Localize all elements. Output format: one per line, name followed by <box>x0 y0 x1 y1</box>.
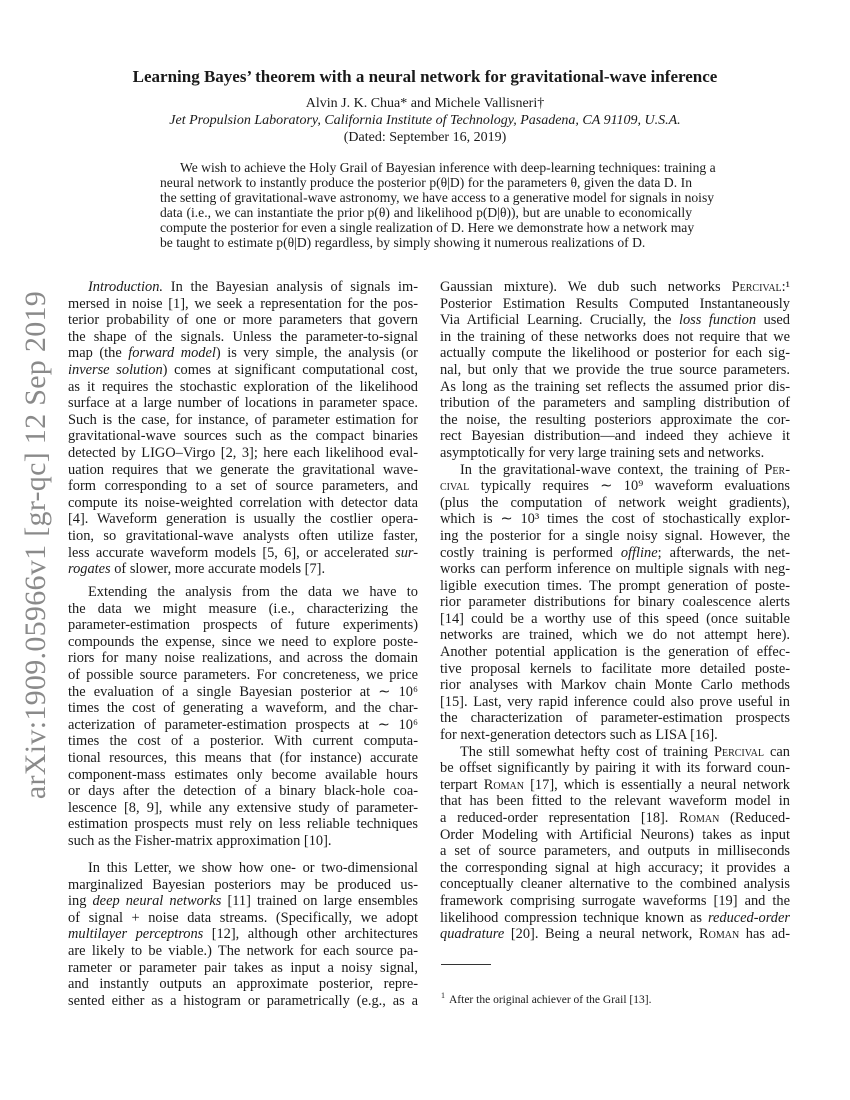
text-line: rior parameter distributions for binary coalescence alerts <box>440 594 790 611</box>
text-line <box>68 362 418 379</box>
text-line: of signal + noise data streams. (Specifically, we adopt <box>68 909 418 926</box>
text-segment: ing <box>68 893 93 910</box>
text-line <box>68 545 418 562</box>
italic-text: multilayer perceptrons <box>68 926 204 943</box>
text-line <box>440 462 790 479</box>
text-segment: :¹ <box>781 279 790 295</box>
text-line: rior analyses with Markov chain Monte Carlo methods <box>440 677 790 694</box>
text-segment: [17], which is essentially a neural network <box>523 776 790 793</box>
text-segment: costly training is performed <box>440 544 621 561</box>
text-line: the setting of gravitational-wave astronomy, we have access to a generative model for signals in noisy <box>160 190 715 205</box>
text-line: tion, so gravitational-wave analysts often utilize faster, <box>68 527 418 544</box>
text-line: times the cost of generating a waveform, and the char- <box>68 700 418 717</box>
text-line: ing the posterior for a single noisy signal. However, the <box>440 527 790 544</box>
small-caps-text: cival <box>440 478 470 495</box>
text-line: times the cost of a posterior. With current computa- <box>68 733 418 750</box>
text-line: a set of source parameters, and outputs in milliseconds <box>440 843 790 860</box>
italic-text: loss function <box>678 312 757 329</box>
text-line: works can perform inference on multiple signals with neg- <box>440 561 790 578</box>
small-caps-text: Percival <box>713 743 764 760</box>
text-line <box>440 478 790 495</box>
text-line: and instantly outputs an approximate posterior, repre- <box>68 976 418 993</box>
small-caps-text: Roman <box>483 776 524 793</box>
text-line <box>68 893 418 910</box>
text-line: in the training of these networks does not require that we <box>440 328 790 345</box>
authors: Alvin J. K. Chua* and Michele Vallisneri† <box>305 96 545 111</box>
text-segment: typically requires ∼ 10⁹ waveform evaluations <box>469 478 790 495</box>
text-line: estimation prospects must rely on less reliable techniques <box>68 816 418 833</box>
text-line: uation requires that we generate the gravitational wave- <box>68 461 418 478</box>
paragraph <box>68 584 418 850</box>
paragraph-introduction <box>68 279 418 578</box>
paragraph <box>440 279 790 462</box>
text-line: the characterization of parameter-estimation prospects <box>440 710 790 727</box>
text-line: that has been fitted to the relevant waveform model in <box>440 793 790 810</box>
text-line: the evaluation of a single Bayesian posterior at ∼ 10⁶ <box>68 683 418 700</box>
text-line: riors for many noise realizations, and across the domain <box>68 650 418 667</box>
italic-text: Introduction. <box>88 279 164 295</box>
text-line: or days after the detection of a binary black-hole coa- <box>68 783 418 800</box>
arxiv-stamp: arXiv:1909.05966v1 [gr-qc] 12 Sep 2019 <box>19 290 52 800</box>
text-segment: less accurate waveform models [5, 6], or accelerated <box>68 544 396 561</box>
text-line: marginalized Bayesian posteriors may be produced us- <box>68 876 418 893</box>
text-line: Order Modeling with Artificial Neurons) takes as input <box>440 826 790 843</box>
text-line: [14] could be a worthy use of this speed (once suitable <box>440 610 790 627</box>
footnote-text: After the original achiever of the Grail [13]. <box>449 993 652 1006</box>
text-segment: The still somewhat hefty cost of training <box>460 743 714 760</box>
text-line: rect Bayesian distribution—and indeed they achieve it <box>440 428 790 445</box>
text-line: terior probability of one or more parameters that govern <box>68 312 418 329</box>
text-segment: (Reduced- <box>719 810 790 826</box>
text-line: detected by LIGO–Virgo [2, 3]; here each likelihood eval- <box>68 444 418 461</box>
text-segment: Via Artificial Learning. Crucially, the <box>440 312 679 329</box>
text-line: Extending the analysis from the data we have to <box>88 584 418 600</box>
footnote-divider <box>441 964 491 965</box>
text-segment: of slower, more accurate models [7]. <box>110 561 326 578</box>
text-segment: a reduced-order representation [18]. <box>440 810 680 826</box>
text-line: compute the posterior for even a single realization of D. Here we demonstrate how a network may <box>160 220 695 235</box>
text-line: be offset significantly by pairing it with its forward coun- <box>440 760 790 777</box>
abstract <box>160 160 716 250</box>
text-line: which is ∼ 10³ times the cost of stochastically explor- <box>440 511 790 528</box>
small-caps-text: Roman <box>679 810 720 826</box>
paragraph <box>440 462 790 744</box>
text-line <box>440 545 790 562</box>
paragraph <box>68 860 418 1009</box>
text-line: the corresponding signal at high accuracy; it provides a <box>440 859 790 876</box>
text-line <box>68 561 418 578</box>
text-line: [15]. Last, very rapid inference could also prove useful in <box>440 693 790 710</box>
text-line: neural network to instantly produce the posterior p(θ|D) for the parameters θ, given the data D. In <box>160 175 692 190</box>
text-segment: has ad- <box>739 926 790 943</box>
text-line: compounds the expense, since we need to explore poste- <box>68 633 418 650</box>
text-segment: likelihood compression technique known as <box>440 909 708 926</box>
text-segment: [20]. Being a neural network, <box>504 926 700 943</box>
small-caps-text: Percival <box>731 279 782 295</box>
text-line: As long as the training set reflects the assumed prior dis- <box>440 378 790 395</box>
text-line: as it requires the stochastic exploration of the likelihood <box>68 378 418 395</box>
affiliation: Jet Propulsion Laboratory, California Institute of Technology, Pasadena, CA 91109, U.S.A. <box>169 113 681 128</box>
text-line: tional resources, this means that (for instance) accurate <box>68 749 418 766</box>
italic-text: reduced-order <box>707 909 790 926</box>
italic-text: quadrature <box>440 926 505 943</box>
text-line <box>440 777 790 794</box>
text-line: nal, but only that we provide the true source parameters. <box>440 361 790 378</box>
text-line: mersed in noise [1], we seek a representation for the pos- <box>68 295 418 312</box>
text-line: for next-generation detectors such as LISA [16]. <box>440 727 718 744</box>
text-line <box>440 279 790 296</box>
text-line: In this Letter, we show how one- or two-dimensional <box>88 860 418 876</box>
text-line: tribution of the parameters and sampling distribution of <box>440 395 790 412</box>
text-line: the shape of the signals. Unless the parameter-to-signal <box>68 328 418 345</box>
italic-text: offline <box>620 544 658 561</box>
text-segment: Gaussian mixture). We dub such networks <box>440 279 732 295</box>
italic-text: inverse solution <box>68 361 163 378</box>
text-segment: ) is very simple, the analysis (or <box>215 345 418 362</box>
text-line: conceptually cleaner alternative to the combined analysis <box>440 876 790 893</box>
text-line: form corresponding to a set of source parameters, and <box>68 478 418 495</box>
text-line: sented either as a histogram or parametrically (e.g., as a <box>68 992 418 1009</box>
text-line: We wish to achieve the Holy Grail of Bayesian inference with deep-learning techniques: training a <box>180 160 716 175</box>
paragraph <box>440 744 790 943</box>
text-line: tive proposal kernels to facilitate more detailed poste- <box>440 660 790 677</box>
text-segment: used <box>756 312 790 329</box>
text-line: Such is the case, for instance, of parameter estimation for <box>68 411 418 428</box>
right-column <box>440 279 790 943</box>
text-line <box>440 744 790 761</box>
text-line <box>440 926 790 943</box>
text-line: such as the Fisher-matrix approximation [10]. <box>68 832 332 849</box>
text-segment: [12], although other architectures <box>203 926 419 943</box>
italic-text: sur- <box>395 544 418 561</box>
text-line: data (i.e., we can instantiate the prior p(θ) and likelihood p(D|θ)), but are unable to economically <box>160 205 692 220</box>
text-line <box>440 312 790 329</box>
text-line: asymptotically for very large training sets and networks. <box>440 444 765 461</box>
text-segment: [11] trained on large ensembles <box>221 893 418 910</box>
text-line: acterization of parameter-estimation prospects at ∼ 10⁶ <box>68 716 418 733</box>
text-line: actually compute the likelihood or posterior for each sig- <box>440 345 790 362</box>
small-caps-text: Roman <box>699 926 740 943</box>
text-line: are likely to be viable.) The network for each source pa- <box>68 942 418 959</box>
italic-text: deep neural networks <box>92 893 222 910</box>
italic-text: rogates <box>68 561 111 578</box>
small-caps-text: Per- <box>764 461 790 478</box>
text-line: [4]. Waveform generation is usually the costlier opera- <box>68 511 418 528</box>
text-line: gravitational-wave sources such as the compact binaries <box>68 428 418 445</box>
text-segment: map (the <box>68 345 129 362</box>
text-line: compute its noise-weighted correlation with detector data <box>68 494 418 511</box>
text-line: Another potential application is the generation of effec- <box>440 644 790 661</box>
text-line <box>68 279 418 296</box>
text-line: networks are trained, which we do not attempt here). <box>440 627 790 644</box>
text-segment: In the Bayesian analysis of signals im- <box>163 279 418 295</box>
footnote <box>441 991 651 1006</box>
text-segment: terpart <box>440 776 484 793</box>
text-line: parameter-estimation prospects of future experiments) <box>68 617 418 634</box>
text-line <box>68 926 418 943</box>
text-line <box>68 345 418 362</box>
footnote-mark: 1 <box>441 991 445 1000</box>
text-line: Posterior Estimation Results Computed Instantaneously <box>440 295 790 312</box>
text-line: of possible source parameters. For concreteness, we price <box>68 666 418 683</box>
text-segment: ; afterwards, the net- <box>657 544 790 561</box>
italic-text: forward model <box>128 345 216 362</box>
text-line <box>440 810 790 827</box>
text-line: (plus the computation of network weight gradients), <box>440 494 790 511</box>
text-segment: can <box>764 743 790 760</box>
text-line: framework comprising surrogate waveforms [19] and the <box>440 892 790 909</box>
text-line: surface at a large number of locations in parameter space. <box>68 395 418 412</box>
text-line: the noise, the resulting posteriors approximate the cor- <box>440 411 790 428</box>
paper-title: Learning Bayes’ theorem with a neural network for gravitational-wave inference <box>132 67 718 86</box>
text-line: lescence [8, 9], while any extensive study of parameter- <box>68 799 418 816</box>
text-line <box>440 910 790 927</box>
text-line: be taught to estimate p(θ|D) regardless, by simply showing it numerous realizations of D. <box>160 235 646 250</box>
text-segment: ) comes at significant computational cost, <box>162 361 419 378</box>
text-line: the data we might measure (i.e., characterizing the <box>68 600 418 617</box>
text-segment: In the gravitational-wave context, the training of <box>460 461 765 478</box>
text-line: ligible execution times. The prompt generation of poste- <box>440 577 790 594</box>
text-line: component-mass estimates only become available hours <box>68 766 418 783</box>
text-line: rameter or parameter pair takes as input a noisy signal, <box>68 959 418 976</box>
date-line: (Dated: September 16, 2019) <box>343 130 507 145</box>
